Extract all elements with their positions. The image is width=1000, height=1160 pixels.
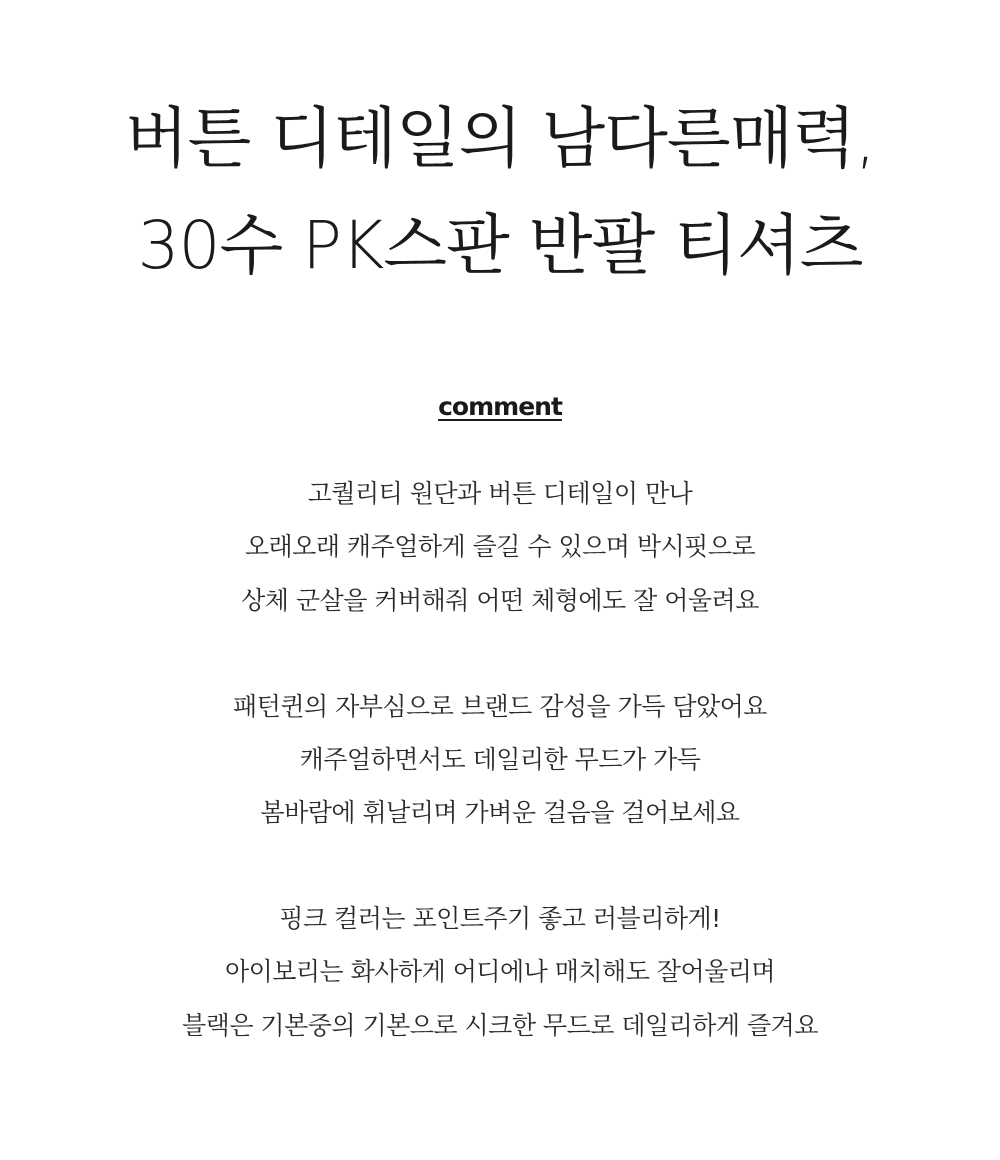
paragraph-line: 오래오래 캐주얼하게 즐길 수 있으며 박시핏으로: [244, 532, 756, 561]
comment-heading: [0, 394, 1000, 419]
paragraph-line: 고퀄리티 원단과 버튼 디테일이 만나: [307, 479, 693, 508]
paragraph-line: 패턴퀸의 자부심으로 브랜드 감성을 가득 담았어요: [233, 692, 767, 721]
headline-line-1: 버튼 디테일의 남다른매력,: [124, 100, 876, 177]
paragraph-line: 블랙은 기본중의 기본으로 시크한 무드로 데일리하게 즐겨요: [182, 1011, 818, 1040]
paragraph-line: 봄바람에 휘날리며 가벼운 걸음을 걸어보세요: [260, 798, 740, 827]
paragraph-line: 상체 군살을 커버해줘 어떤 체형에도 잘 어울려요: [241, 586, 759, 615]
comment-heading-text: comment: [438, 392, 562, 421]
paragraph-line: 캐주얼하면서도 데일리한 무드가 가득: [299, 745, 701, 774]
paragraph-line: 핑크 컬러는 포인트주기 좋고 러블리하게!: [279, 904, 721, 933]
paragraph-line: 아이보리는 화사하게 어디에나 매치해도 잘어울리며: [224, 957, 776, 986]
headline-line-2: 30수 PK스판 반팔 티셔츠: [137, 207, 863, 284]
